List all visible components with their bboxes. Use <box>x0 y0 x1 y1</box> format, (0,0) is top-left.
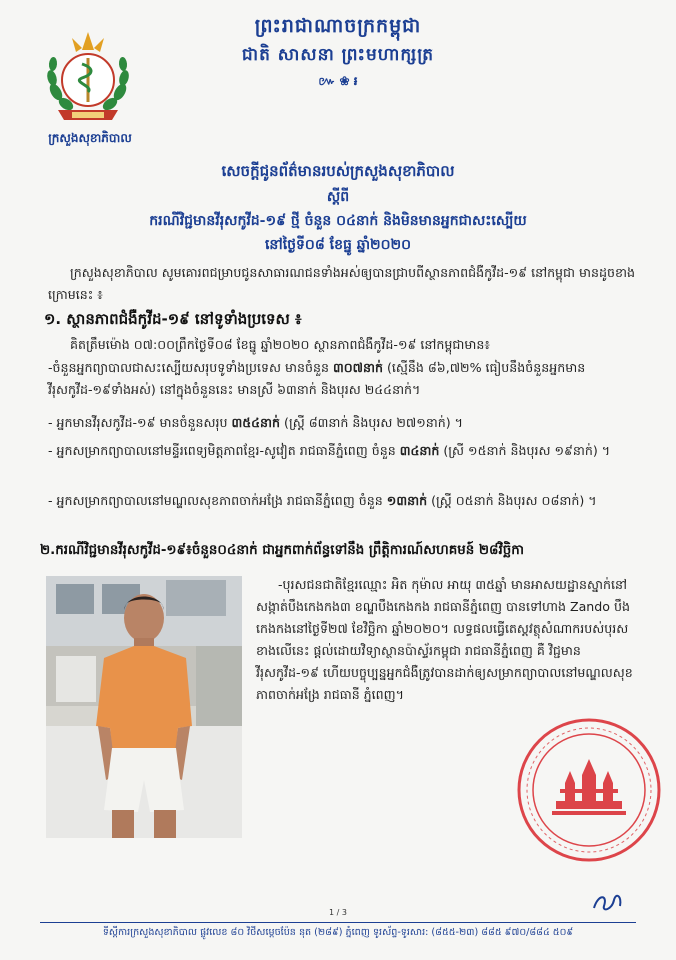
decorative-ornament: ៚ ❀ ៛ <box>318 74 358 88</box>
text-span: - អ្នកមានវីរុសកូវីដ-១៩ មានចំនួនសរុប <box>48 415 232 430</box>
section-2-heading: ២.ករណីវិជ្ជមានវីរុសកូវីដ-១៩៖ចំនួន០៤នាក់ ជាអ្នកពាក់ព័ន្ធទៅនឹង ព្រឹត្តិការណ៍សហគមន៍ ២៨វិច្ឆិកា <box>40 543 525 558</box>
footer-address: ទីស្តីការក្រសួងសុខាភិបាល ផ្លូវលេខ ៨០ វិថីសម្តេចប៉ែន នុត (២៨៩) ភ្នំពេញ ទូរស័ព្ទ-ទូរសារ: (៨៥៥-២៣) ៨៨៥ ៩៧០/៨៨៤ ៥០៩ <box>102 927 574 938</box>
text-span: - អ្នកសម្រាកព្យាបាលនៅមន្ទីរពេទ្យមិត្តភាពខ្មែរ-សូវៀត រាជធានីភ្នំពេញ ចំនួន <box>48 443 400 458</box>
bold-figure: ១៣នាក់ <box>386 493 428 508</box>
ministry-name: ក្រសួងសុខាភិបាល <box>48 131 132 145</box>
official-seal-icon <box>514 715 664 865</box>
text-span: (ស្ត្រី ០៥នាក់ និងបុរស ០៨នាក់) ។ <box>427 493 597 508</box>
patient-photo-image <box>46 576 242 838</box>
bold-figure: ៣០៧នាក់ <box>332 360 383 375</box>
section-1-heading: ១. ស្ថានភាពជំងឺកូវីដ-១៩ នៅទូទាំងប្រទេស ៖ <box>44 310 302 328</box>
document-title <box>40 162 636 256</box>
paragraph-health-center <box>48 490 640 512</box>
text-span: (ស្រី ១៥នាក់ និងបុរស ១៩នាក់) ។ <box>439 443 611 458</box>
paragraph-recovered <box>48 357 640 401</box>
title-line-3: ករណីវិជ្ជមានវីរុសកូវីដ-១៩ ថ្មី ចំនួន ០៤នាក់ និងមិនមានអ្នកជាសះស្បើយ <box>149 213 527 229</box>
kingdom-header <box>0 14 676 91</box>
motto-line: ជាតិ សាសនា ព្រះមហាក្សត្រ <box>241 45 435 65</box>
paragraph-hospital <box>48 440 640 462</box>
bold-figure: ៣៥៤នាក់ <box>231 415 281 430</box>
bold-figure: ៣៤នាក់ <box>399 443 440 458</box>
text-span: -ចំនួនអ្នកព្យាបាលជាសះស្បើយសរុបទូទាំងប្រទេស មានចំនួន <box>48 360 333 375</box>
title-line-1: សេចក្តីជូនព័ត៌មានរបស់ក្រសួងសុខាភិបាល <box>221 162 455 180</box>
text-span: - អ្នកសម្រាកព្យាបាលនៅមណ្ឌលសុខភាពចាក់អង្រែ រាជធានីភ្នំពេញ ចំនួន <box>48 493 387 508</box>
text-span: (ស្មើនឹង ៨៦,៧២% ធៀបនឹងចំនួនអ្នកមានវីរុសកូវីដ-១៩ទាំងអស់) នៅក្នុងចំនួននេះ មានស្រី ៦៣នាក់ និងបុរស ២៤៤នាក់។ <box>48 360 586 397</box>
paragraph-status: គិតត្រឹមម៉ោង ០៧:០០ព្រឹកថ្ងៃទី០៨ ខែធ្នូ ឆ្នាំ២០២០ ស្ថានភាពជំងឺកូវីដ-១៩ នៅកម្ពុជាមាន៖ <box>70 337 490 352</box>
kingdom-line: ព្រះរាជាណាចក្រកម្ពុជា <box>254 15 422 37</box>
page-number: 1 / 3 <box>329 908 347 917</box>
intro-paragraph: ក្រសួងសុខាភិបាល សូមគោរពជម្រាបជូនសាធារណជនទាំងអស់ឲ្យបានជ្រាបពីស្ថានភាពជំងឺកូវីដ-១៩ នៅកម្ពុជា មានដូចខាងក្រោមនេះ ៖ <box>48 265 636 302</box>
title-date: នៅថ្ងៃទី០៨ ខែធ្នូ ឆ្នាំ២០២០ <box>264 237 412 253</box>
footer-divider <box>40 922 636 923</box>
patient-photo <box>46 576 242 838</box>
paragraph-total-cases <box>48 412 640 434</box>
case-description-paragraph: -បុរសជនជាតិខ្មែរឈ្មោះ អិត កុម៉ាល អាយុ ៣៥ឆ្នាំ មានអាសយដ្ឋានស្នាក់នៅសង្កាត់បឹងកេងកង៣ ខណ្ឌបឹងកេងកង រាជធានីភ្នំពេញ បានទៅហាង Zando បឹងកេងកងនៅថ្ងៃទី២៧ ខែវិច្ឆិកា ឆ្នាំ២០២០។ លទ្ធផលធ្វើតេស្តវត្ថុសំណាករបស់បុរសខាងលើនេះ ផ្តល់ដោយវិទ្យាស្ថានប៉ាស្ទ័រកម្ពុជា រាជធានីភ្នំពេញ គឺ វិជ្ជមានវីរុសកូវីដ-១៩ ហើយបច្ចុប្បន្នអ្នកជំងឺត្រូវបានដាក់ឲ្យសម្រាកព្យាបាលនៅមណ្ឌលសុខភាពចាក់អង្រែ រាជធានី ភ្នំពេញ។ <box>256 577 633 702</box>
title-line-2: ស្តីពី <box>326 189 350 205</box>
text-span: (ស្ត្រី ៨៣នាក់ និងបុរស ២៧១នាក់) ។ <box>280 415 463 430</box>
